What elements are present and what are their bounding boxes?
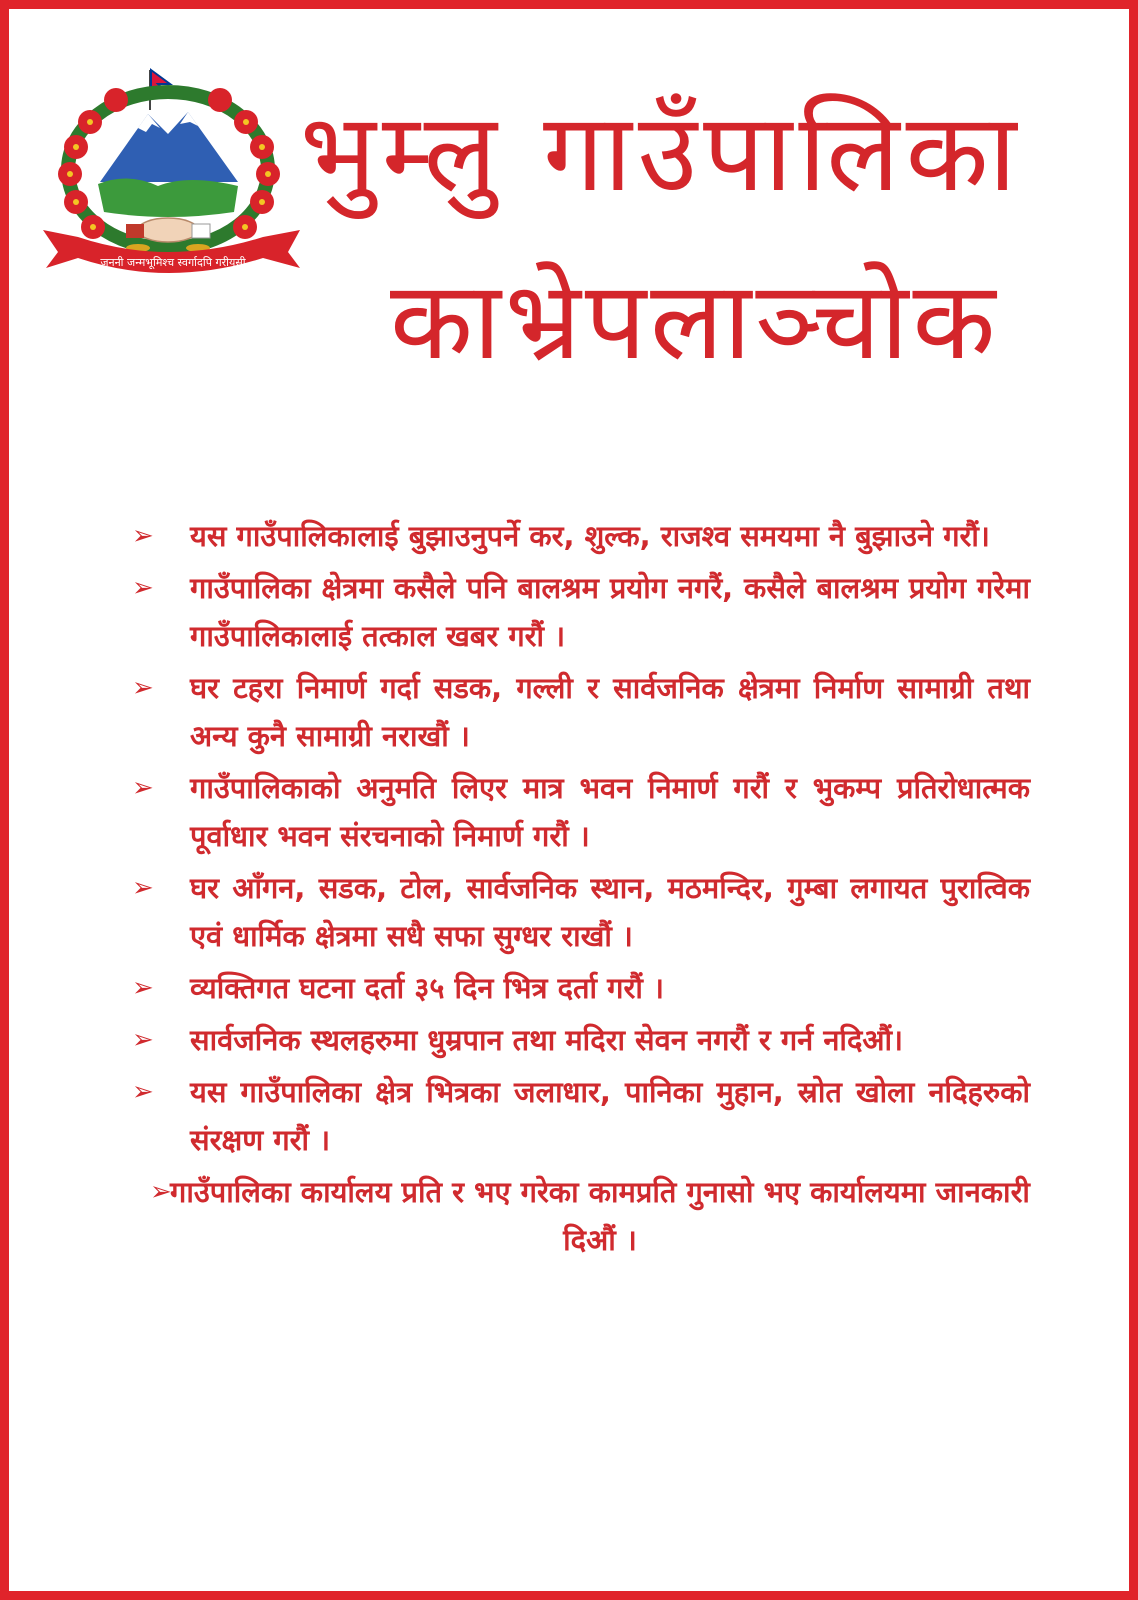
list-item — [130, 1168, 1030, 1264]
arrow-bullet-icon: ➢ — [132, 873, 154, 903]
title-district: काभ्रेपलाञ्चोक — [390, 259, 1000, 384]
notice-text: व्यक्तिगत घटना दर्ता ३५ दिन भित्र दर्ता गरौं । — [190, 971, 664, 1005]
arrow-bullet-icon: ➢ — [132, 1025, 154, 1055]
arrow-bullet-icon: ➢ — [132, 673, 154, 703]
hills-icon — [98, 178, 238, 217]
arrow-bullet-icon: ➢ — [132, 773, 154, 803]
notice-text: घर आँगन, सडक, टोल, सार्वजनिक स्थान, मठमन्दिर, गुम्बा लगायत पुरात्विक एवं धार्मिक क्षेत्रमा सधै सफा सुग्धर राखौं । — [190, 871, 1030, 953]
notice-list — [130, 512, 1030, 1268]
list-item — [130, 564, 1030, 660]
notice-text: यस गाउँपालिका क्षेत्र भित्रका जलाधार, पानिका मुहान, स्रोत खोला नदिहरुको संरक्षण गरौं । — [190, 1075, 1030, 1157]
list-item — [130, 664, 1030, 760]
list-item — [130, 864, 1030, 960]
mountain-icon — [100, 112, 238, 182]
nepal-emblem-icon — [38, 62, 308, 292]
notice-text: सार्वजनिक स्थलहरुमा धुम्रपान तथा मदिरा सेवन नगरौं र गर्न नदिऔं। — [190, 1023, 903, 1057]
list-item — [130, 964, 1030, 1012]
list-item — [130, 1016, 1030, 1064]
arrow-bullet-icon: ➢ — [132, 973, 154, 1003]
notice-text: गाउँपालिका क्षेत्रमा कसैले पनि बालश्रम प्रयोग नगरैं, कसैले बालश्रम प्रयोग गरेमा गाउँपालिकालाई तत्काल खबर गरौं । — [190, 571, 1030, 653]
arrow-bullet-icon: ➢ — [150, 1177, 172, 1207]
list-item — [130, 512, 1030, 560]
notice-text: घर टहरा निमार्ण गर्दा सडक, गल्ली र सार्वजनिक क्षेत्रमा निर्माण सामाग्री तथा अन्य कुनै सामाग्री नराखौं । — [190, 671, 1030, 753]
notice-text: यस गाउँपालिकालाई बुझाउनुपर्ने कर, शुल्क, राजश्व समयमा नै बुझाउने गरौं। — [190, 519, 990, 553]
list-item — [130, 764, 1030, 860]
arrow-bullet-icon: ➢ — [132, 573, 154, 603]
title-municipality: भुम्लु गाउँपालिका — [300, 91, 1023, 216]
notice-text: गाउँपालिका कार्यालय प्रति र भए गरेका कामप्रति गुनासो भए कार्यालयमा जानकारी दिऔं । — [170, 1175, 1030, 1257]
list-item — [130, 1068, 1030, 1164]
notice-text: गाउँपालिकाको अनुमति लिएर मात्र भवन निमार्ण गरौं र भुकम्प प्रतिरोधात्मक पूर्वाधार भवन संरचनाको निमार्ण गरौं । — [190, 771, 1030, 853]
arrow-bullet-icon: ➢ — [132, 521, 154, 551]
emblem-motto: जननी जन्मभूमिश्च स्वर्गादपि गरीयसी — [100, 256, 246, 269]
arrow-bullet-icon: ➢ — [132, 1077, 154, 1107]
